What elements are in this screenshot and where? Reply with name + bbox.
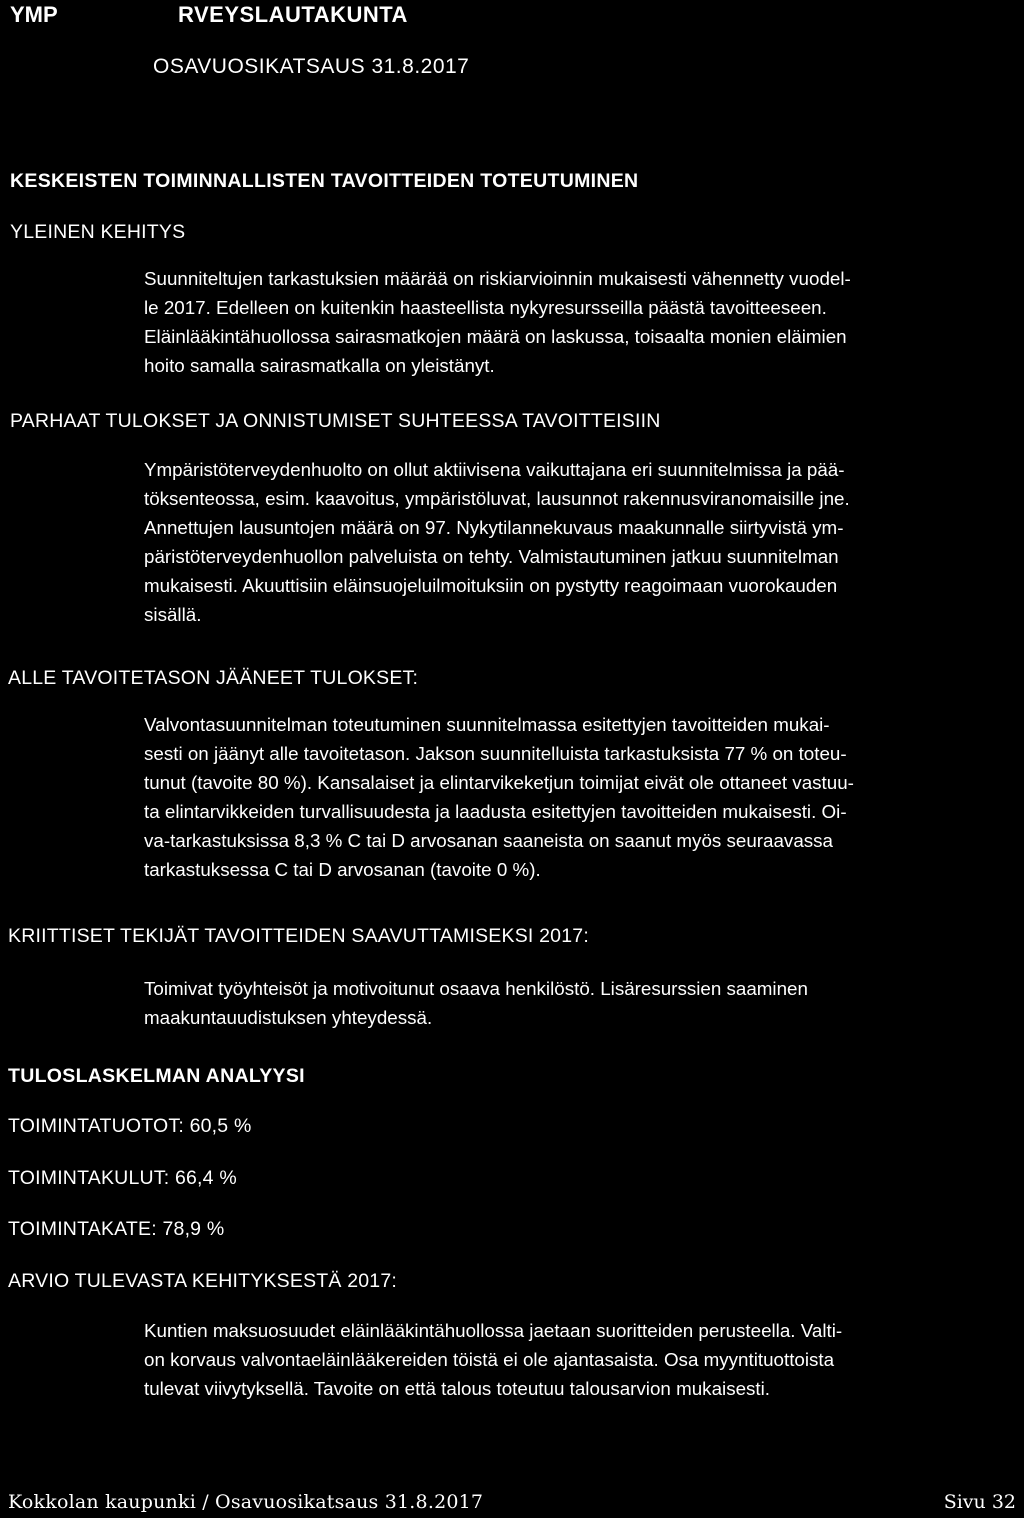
tuloslaskelma-heading: TULOSLASKELMAN ANALYYSI: [8, 1065, 305, 1087]
paragraph-line: ta elintarvikkeiden turvallisuudesta ja laadusta esitettyjen tavoitteiden mukaisesti. Oi-: [144, 801, 847, 822]
toimintakulut: TOIMINTAKULUT: 66,4 %: [8, 1167, 237, 1189]
paragraph-line: Toimivat työyhteisöt ja motivoitunut osaava henkilöstö. Lisäresurssien saaminen: [144, 978, 808, 999]
paragraph-line: on korvaus valvontaeläinlääkereiden töistä ei ole ajantasaista. Osa myyntituottoista: [144, 1349, 835, 1370]
header-subtitle: OSAVUOSIKATSAUS 31.8.2017: [153, 55, 470, 78]
toimintatuotot: TOIMINTATUOTOT: 60,5 %: [8, 1115, 252, 1137]
paragraph-line: hoito samalla sairasmatkalla on yleistänyt.: [144, 355, 495, 376]
alle-paragraph: [144, 710, 1014, 884]
paragraph-line: va-tarkastuksissa 8,3 % C tai D arvosanan saaneista on saanut myös seuraavassa: [144, 830, 833, 851]
paragraph-line: Valvontasuunnitelman toteutuminen suunnitelmassa esitettyjen tavoitteiden mukai-: [144, 714, 830, 735]
paragraph-line: tulevat viivytyksellä. Tavoite on että talous toteutuu talousarvion mukaisesti.: [144, 1378, 771, 1399]
parhaat-paragraph: [144, 455, 1014, 629]
page-number: Sivu 32: [943, 1491, 1016, 1513]
paragraph-line: tunut (tavoite 80 %). Kansalaiset ja elintarvikeketjun toimijat eivät ole ottaneet vastuu-: [144, 772, 854, 793]
parhaat-heading: PARHAAT TULOKSET JA ONNISTUMISET SUHTEESSA TAVOITTEISIIN: [10, 410, 661, 432]
yleinen-heading: YLEINEN KEHITYS: [10, 221, 186, 243]
paragraph-line: Annettujen lausuntojen määrä on 97. Nykytilannekuvaus maakunnalle siirtyvistä ym-: [144, 517, 844, 538]
paragraph-line: mukaisesti. Akuuttisiin eläinsuojeluilmoituksiin on pystytty reagoimaan vuorokauden: [144, 575, 838, 596]
paragraph-line: le 2017. Edelleen on kuitenkin haasteellista nykyresursseilla päästä tavoitteeseen.: [144, 297, 827, 318]
header-unit-name: RVEYSLAUTAKUNTA: [178, 2, 408, 27]
kriittiset-paragraph: [144, 974, 1014, 1032]
alle-heading: ALLE TAVOITETASON JÄÄNEET TULOKSET:: [8, 667, 419, 689]
arvio-heading: ARVIO TULEVASTA KEHITYKSESTÄ 2017:: [8, 1270, 398, 1292]
paragraph-line: maakuntauudistuksen yhteydessä.: [144, 1007, 433, 1028]
header-unit-short: YMP: [10, 2, 58, 27]
footer-left: Kokkolan kaupunki / Osavuosikatsaus 31.8.2017: [8, 1491, 484, 1513]
kriittiset-heading: KRIITTISET TEKIJÄT TAVOITTEIDEN SAAVUTTAMISEKSI 2017:: [8, 925, 589, 947]
paragraph-line: Kuntien maksuosuudet eläinlääkintähuollossa jaetaan suoritteiden perusteella. Valti-: [144, 1320, 843, 1341]
paragraph-line: Suunniteltujen tarkastuksien määrää on riskiarvioinnin mukaisesti vähennetty vuodel-: [144, 268, 851, 289]
paragraph-line: Eläinlääkintähuollossa sairasmatkojen määrä on laskussa, toisaalta monien eläimien: [144, 326, 847, 347]
main-title: KESKEISTEN TOIMINNALLISTEN TAVOITTEIDEN TOTEUTUMINEN: [10, 170, 639, 192]
paragraph-line: Ympäristöterveydenhuolto on ollut aktiivisena vaikuttajana eri suunnitelmissa ja pää-: [144, 459, 845, 480]
paragraph-line: töksenteossa, esim. kaavoitus, ympäristöluvat, lausunnot rakennusviranomaisille jne.: [144, 488, 850, 509]
toimintakate: TOIMINTAKATE: 78,9 %: [8, 1218, 225, 1240]
paragraph-line: päristöterveydenhuollon palveluista on tehty. Valmistautuminen jatkuu suunnitelman: [144, 546, 839, 567]
paragraph-line: sesti on jäänyt alle tavoitetason. Jakson suunnitelluista tarkastuksista 77 % on toteu-: [144, 743, 847, 764]
paragraph-line: sisällä.: [144, 604, 202, 625]
arvio-paragraph: [144, 1316, 1014, 1403]
yleinen-paragraph: [144, 264, 1014, 380]
paragraph-line: tarkastuksessa C tai D arvosanan (tavoite 0 %).: [144, 859, 541, 880]
